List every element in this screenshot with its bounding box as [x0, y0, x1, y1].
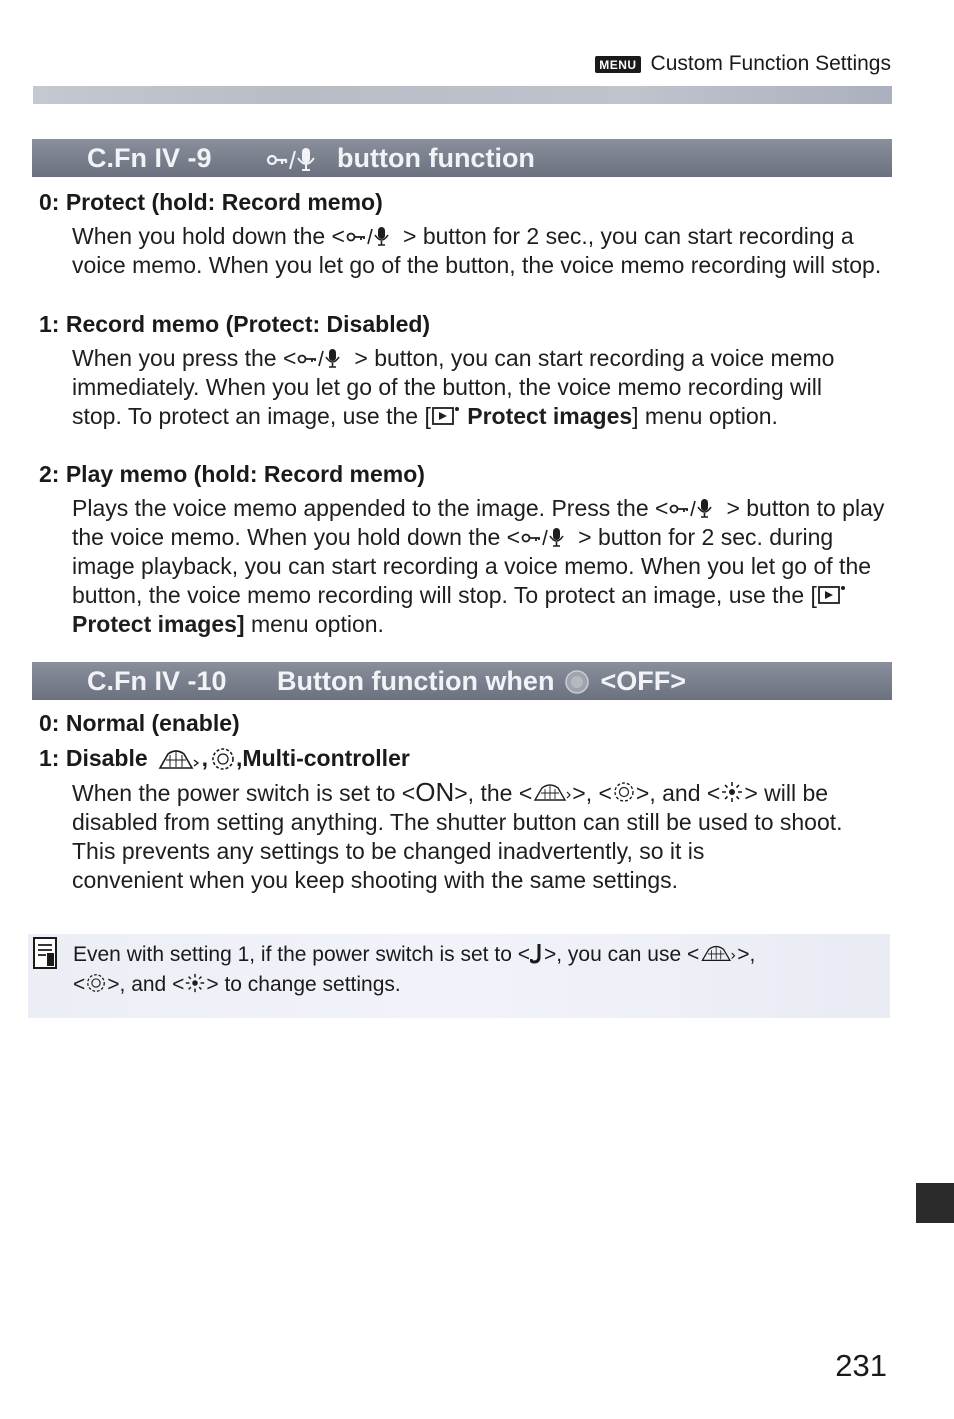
section-title-off: <OFF>	[600, 665, 686, 696]
protect-voice-memo-icon	[296, 347, 354, 369]
option-1-description: When you press the < > button, you can start recording a voice memo immediately. When you let go of the button, the voice memo recording will stop. To protect an image, use the [ Protect images] menu option.	[72, 345, 835, 429]
option-0-description: When you hold down the < > button for 2 sec., you can start recording a voice memo. When you let go of the button, the voice memo recording will stop.	[72, 223, 882, 278]
option-1-label: 1: Record memo (Protect: Disabled)	[39, 311, 431, 337]
protect-voice-memo-icon	[265, 143, 327, 173]
header-title: Custom Function Settings	[650, 52, 891, 75]
running-header	[595, 52, 891, 76]
lock-position-icon	[530, 942, 544, 964]
power-switch-icon	[560, 666, 594, 696]
protect-voice-memo-icon	[345, 225, 403, 247]
option-0-label: 0: Protect (hold: Record memo)	[39, 189, 383, 215]
quick-control-dial-icon	[85, 972, 107, 994]
option-0-label: 0: Normal (enable)	[39, 710, 240, 736]
main-dial-icon	[532, 780, 572, 804]
protect-voice-memo-icon	[668, 497, 726, 519]
note-box	[28, 934, 890, 1018]
option-2-description: Plays the voice memo appended to the image. Press the < > button to play the voice memo. When you hold down the < > button for 2 sec. during image playback, you can start recording a voice memo. When you let go of the button, the voice memo recording will stop. To protect an image, use the [ Protect images] menu option.	[72, 495, 885, 637]
section-heading-cfn-iv-9	[32, 139, 892, 177]
section-heading-cfn-iv-10	[32, 662, 892, 700]
menu-badge: MENU	[595, 56, 640, 73]
option-1-description: When the power switch is set to <ON>, the < >, < >, and < > will be disabled from setting anything. The shutter button can still be used to shoot. This prevents any settings to be changed inadvertently, so it is convenient when you keep shooting with the same settings.	[72, 777, 843, 893]
memo-note-icon	[32, 936, 60, 972]
section-title: button function	[337, 142, 535, 173]
playback-menu-icon	[431, 405, 461, 427]
main-dial-icon	[699, 942, 737, 964]
header-bar	[33, 86, 892, 104]
quick-control-dial-icon	[210, 746, 236, 772]
section-code: C.Fn IV -9	[87, 142, 212, 173]
protect-voice-memo-icon	[520, 526, 578, 548]
quick-control-dial-icon	[612, 780, 636, 804]
multi-controller-icon	[184, 972, 206, 994]
option-2-label: 2: Play memo (hold: Record memo)	[39, 461, 425, 487]
main-dial-icon	[156, 746, 200, 772]
section-code: C.Fn IV -10	[87, 665, 227, 696]
chapter-tab	[916, 1183, 954, 1223]
option-1-label: 1: Disable , ,Multi-controller	[39, 745, 410, 771]
page-number: 231	[835, 1348, 887, 1383]
note-text: Even with setting 1, if the power switch is set to < >, you can use < >, < >, and < > to change settings.	[73, 943, 756, 996]
playback-menu-icon	[817, 584, 847, 606]
multi-controller-icon	[720, 780, 744, 804]
section-title: Button function when	[277, 665, 555, 696]
